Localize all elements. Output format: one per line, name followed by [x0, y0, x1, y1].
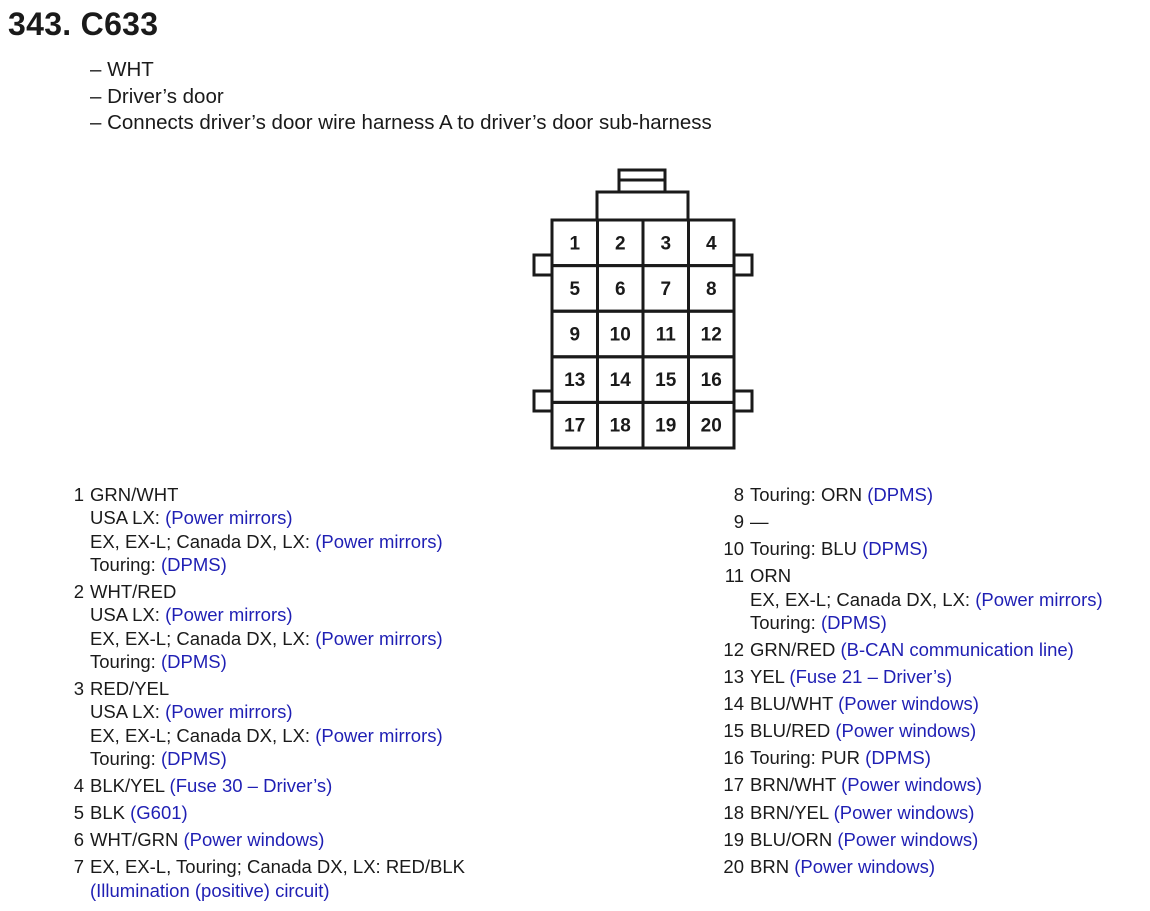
pin-number: 12 — [723, 638, 744, 660]
wire-text: Touring: BLU — [750, 538, 863, 560]
pin-entry — [716, 692, 1146, 715]
pin-description — [750, 828, 1146, 851]
wire-text: USA LX: — [90, 701, 166, 723]
wire-text: USA LX: — [90, 604, 166, 626]
pin-description-line — [750, 773, 1146, 796]
pin-description — [750, 638, 1146, 661]
pin-number: 15 — [723, 720, 744, 742]
pin-description-line — [750, 692, 1146, 715]
wire-text: Touring: — [750, 611, 821, 633]
pin-description-line — [90, 603, 576, 626]
pin-cell-label: 12 — [700, 324, 722, 346]
circuit-reference: (Fuse 30 – Driver’s) — [169, 774, 333, 796]
pin-description — [90, 801, 576, 824]
pin-entry — [56, 677, 576, 770]
wire-text: Touring: — [90, 650, 161, 672]
pin-cell-label: 16 — [700, 370, 722, 392]
pin-description-line — [90, 506, 576, 529]
pin-entry — [56, 855, 576, 902]
pin-cell-label: 6 — [614, 278, 626, 300]
pin-description — [750, 665, 1146, 688]
pin-description — [750, 564, 1146, 634]
pin-description — [750, 537, 1146, 560]
connector-tab-right-top — [734, 255, 752, 275]
wire-text: Touring: ORN — [750, 484, 868, 505]
connector-tab-left-bottom — [534, 391, 552, 411]
page-title: 343. C633 — [8, 6, 159, 42]
pin-description-line — [750, 855, 1146, 878]
pin-cell-label: 14 — [609, 370, 631, 392]
wire-text: BRN/WHT — [750, 774, 842, 796]
circuit-reference: (DPMS) — [820, 611, 887, 633]
pin-description-line — [90, 747, 576, 770]
circuit-reference: (Fuse 21 – Driver’s) — [789, 666, 953, 688]
pin-description-line — [750, 746, 1146, 769]
pin-entry — [716, 510, 1146, 533]
pin-number: 11 — [724, 565, 744, 587]
pin-number: 1 — [73, 484, 84, 505]
circuit-reference: (Power mirrors) — [165, 507, 293, 529]
pin-description-line — [90, 627, 576, 650]
pin-cell-label: 3 — [660, 233, 672, 255]
pin-cell-label: 8 — [705, 278, 717, 300]
circuit-reference: (DPMS) — [160, 747, 227, 769]
pin-description — [750, 483, 1146, 506]
pin-cell-label: 1 — [569, 233, 581, 255]
pin-description-line — [90, 677, 576, 700]
pin-description — [750, 692, 1146, 715]
wire-text: EX, EX-L; Canada DX, LX: — [750, 588, 976, 610]
pin-number: 17 — [723, 774, 744, 796]
pin-description-line — [750, 588, 1146, 611]
pin-description — [90, 855, 576, 902]
wire-text: BLK/YEL — [90, 774, 170, 796]
pin-number: 2 — [73, 580, 84, 602]
pin-description — [750, 719, 1146, 742]
connector-hood — [597, 192, 688, 220]
pin-description-line — [90, 553, 576, 576]
wire-text: EX, EX-L; Canada DX, LX: — [90, 530, 316, 552]
pin-description — [90, 580, 576, 673]
pin-entry — [716, 537, 1146, 560]
pin-number: 20 — [723, 855, 744, 877]
pin-description-line — [90, 700, 576, 723]
circuit-reference: (Power mirrors) — [165, 701, 293, 723]
pin-entry — [716, 719, 1146, 742]
pin-entry — [56, 774, 576, 797]
pin-description — [90, 828, 576, 851]
circuit-reference: (DPMS) — [867, 484, 933, 505]
pin-number: 3 — [73, 677, 84, 699]
pin-description — [90, 774, 576, 797]
pin-description — [90, 677, 576, 770]
pin-description — [750, 855, 1146, 878]
pin-description-line — [750, 611, 1146, 634]
circuit-reference: (DPMS) — [160, 553, 227, 575]
circuit-reference: (B-CAN communication line) — [840, 638, 1074, 660]
pin-description — [750, 801, 1146, 824]
wire-text: BRN/YEL — [750, 801, 834, 823]
wire-text: EX, EX-L; Canada DX, LX: — [90, 724, 316, 746]
pin-number: 18 — [723, 801, 744, 823]
pin-description-line — [750, 719, 1146, 742]
pin-cell-label: 7 — [660, 278, 672, 300]
wire-text: WHT/RED — [90, 580, 177, 602]
pin-cell-label: 15 — [655, 370, 677, 392]
circuit-reference: (Illumination (positive) circuit) — [90, 879, 330, 901]
pin-entry — [56, 801, 576, 824]
pin-cell-label: 13 — [564, 370, 586, 392]
pin-description-line — [90, 879, 576, 902]
pin-cell-label: 5 — [569, 278, 581, 300]
pin-description-line — [90, 855, 576, 878]
pin-description-line — [750, 564, 1146, 587]
circuit-reference: (Power windows) — [183, 829, 325, 851]
pin-description-line — [750, 483, 1146, 506]
circuit-reference: (Power windows) — [835, 720, 977, 742]
circuit-reference: (Power windows) — [838, 693, 979, 715]
pin-number: 5 — [73, 802, 84, 824]
pin-number: 4 — [73, 774, 84, 796]
wire-text: BLU/ORN — [750, 828, 838, 850]
circuit-reference: (Power mirrors) — [975, 588, 1103, 610]
pin-number: 19 — [723, 828, 744, 850]
pin-description-line — [90, 483, 576, 506]
connector-tab-left-top — [534, 255, 552, 275]
pin-cell-label: 11 — [655, 324, 676, 346]
pin-entry — [56, 828, 576, 851]
description-connection: – Connects driver’s door wire harness A to driver’s door sub-harness — [90, 111, 712, 134]
pin-description-line — [750, 638, 1146, 661]
pin-entry — [716, 746, 1146, 769]
pin-description — [90, 483, 576, 576]
wire-text: BLU/WHT — [750, 693, 839, 715]
wire-text: Touring: PUR — [750, 747, 866, 769]
wire-text: YEL — [750, 666, 790, 688]
pin-entry — [716, 564, 1146, 634]
pin-description-line — [90, 530, 576, 553]
wire-text: USA LX: — [90, 507, 166, 529]
pin-entry — [716, 773, 1146, 796]
circuit-reference: (DPMS) — [865, 747, 931, 769]
wire-text: EX, EX-L; Canada DX, LX: — [90, 627, 316, 649]
pin-description-line — [750, 537, 1146, 560]
wire-text: Touring: — [90, 553, 161, 575]
pin-description — [750, 746, 1146, 769]
wire-text: — — [750, 511, 769, 533]
pin-description — [750, 773, 1146, 796]
circuit-reference: (Power mirrors) — [165, 604, 293, 626]
pin-cell-label: 4 — [705, 233, 717, 255]
circuit-reference: (DPMS) — [160, 650, 227, 672]
pin-number: 8 — [733, 484, 744, 505]
pin-description-line — [90, 774, 576, 797]
pin-description-line — [750, 828, 1146, 851]
pin-number: 14 — [723, 693, 744, 715]
pin-entry — [716, 828, 1146, 851]
pin-description-line — [750, 665, 1146, 688]
pin-cell-label: 2 — [614, 233, 626, 255]
pin-entry — [56, 580, 576, 673]
pin-description-line — [90, 828, 576, 851]
pin-number: 9 — [733, 511, 744, 533]
pin-entry — [56, 483, 576, 576]
pin-cell-label: 20 — [700, 415, 722, 437]
wire-text: WHT/GRN — [90, 829, 184, 851]
circuit-reference: (Power windows) — [833, 801, 975, 823]
circuit-reference: (Power windows) — [841, 774, 982, 796]
pin-description — [750, 510, 1146, 533]
pin-number: 6 — [73, 829, 84, 851]
circuit-reference: (DPMS) — [862, 538, 928, 560]
pin-cell-label: 10 — [609, 324, 631, 346]
wire-text: RED/YEL — [90, 677, 170, 699]
circuit-reference: (Power mirrors) — [315, 530, 443, 552]
wire-text: BLK — [90, 802, 131, 824]
pin-entry — [716, 638, 1146, 661]
pin-number: 16 — [723, 747, 744, 769]
description-color: – WHT — [90, 58, 154, 81]
wire-text: GRN/RED — [750, 638, 841, 660]
wire-text: Touring: — [90, 747, 161, 769]
pin-cell-label: 9 — [569, 324, 581, 346]
circuit-reference: (G601) — [130, 802, 188, 824]
wire-text: ORN — [750, 565, 792, 587]
pin-cell-label: 18 — [609, 415, 631, 437]
pin-list-right — [716, 483, 1146, 882]
pin-number: 13 — [723, 666, 744, 688]
circuit-reference: (Power mirrors) — [315, 627, 443, 649]
circuit-reference: (Power mirrors) — [315, 724, 443, 746]
pin-entry — [716, 665, 1146, 688]
pin-entry — [716, 801, 1146, 824]
pin-list-left — [56, 483, 576, 906]
wire-text: BRN — [750, 855, 795, 877]
circuit-reference: (Power windows) — [837, 828, 979, 850]
pin-description-line — [90, 650, 576, 673]
pin-number: 7 — [73, 856, 84, 878]
pin-entry — [716, 855, 1146, 878]
wire-text: GRN/WHT — [90, 484, 179, 505]
wire-text: EX, EX-L, Touring; Canada DX, LX: RED/BLK — [90, 856, 465, 878]
circuit-reference: (Power windows) — [794, 855, 936, 877]
connector-tab-right-bottom — [734, 391, 752, 411]
pin-entry — [716, 483, 1146, 506]
pin-description-line — [90, 801, 576, 824]
pin-cell-label: 19 — [655, 415, 677, 437]
pin-cell-label: 17 — [564, 415, 586, 437]
pin-description-line — [90, 580, 576, 603]
wire-text: BLU/RED — [750, 720, 836, 742]
pin-description-line — [750, 510, 1146, 533]
pin-description-line — [90, 724, 576, 747]
pin-description-line — [750, 801, 1146, 824]
description-location: – Driver’s door — [90, 84, 224, 108]
pin-number: 10 — [723, 538, 744, 560]
